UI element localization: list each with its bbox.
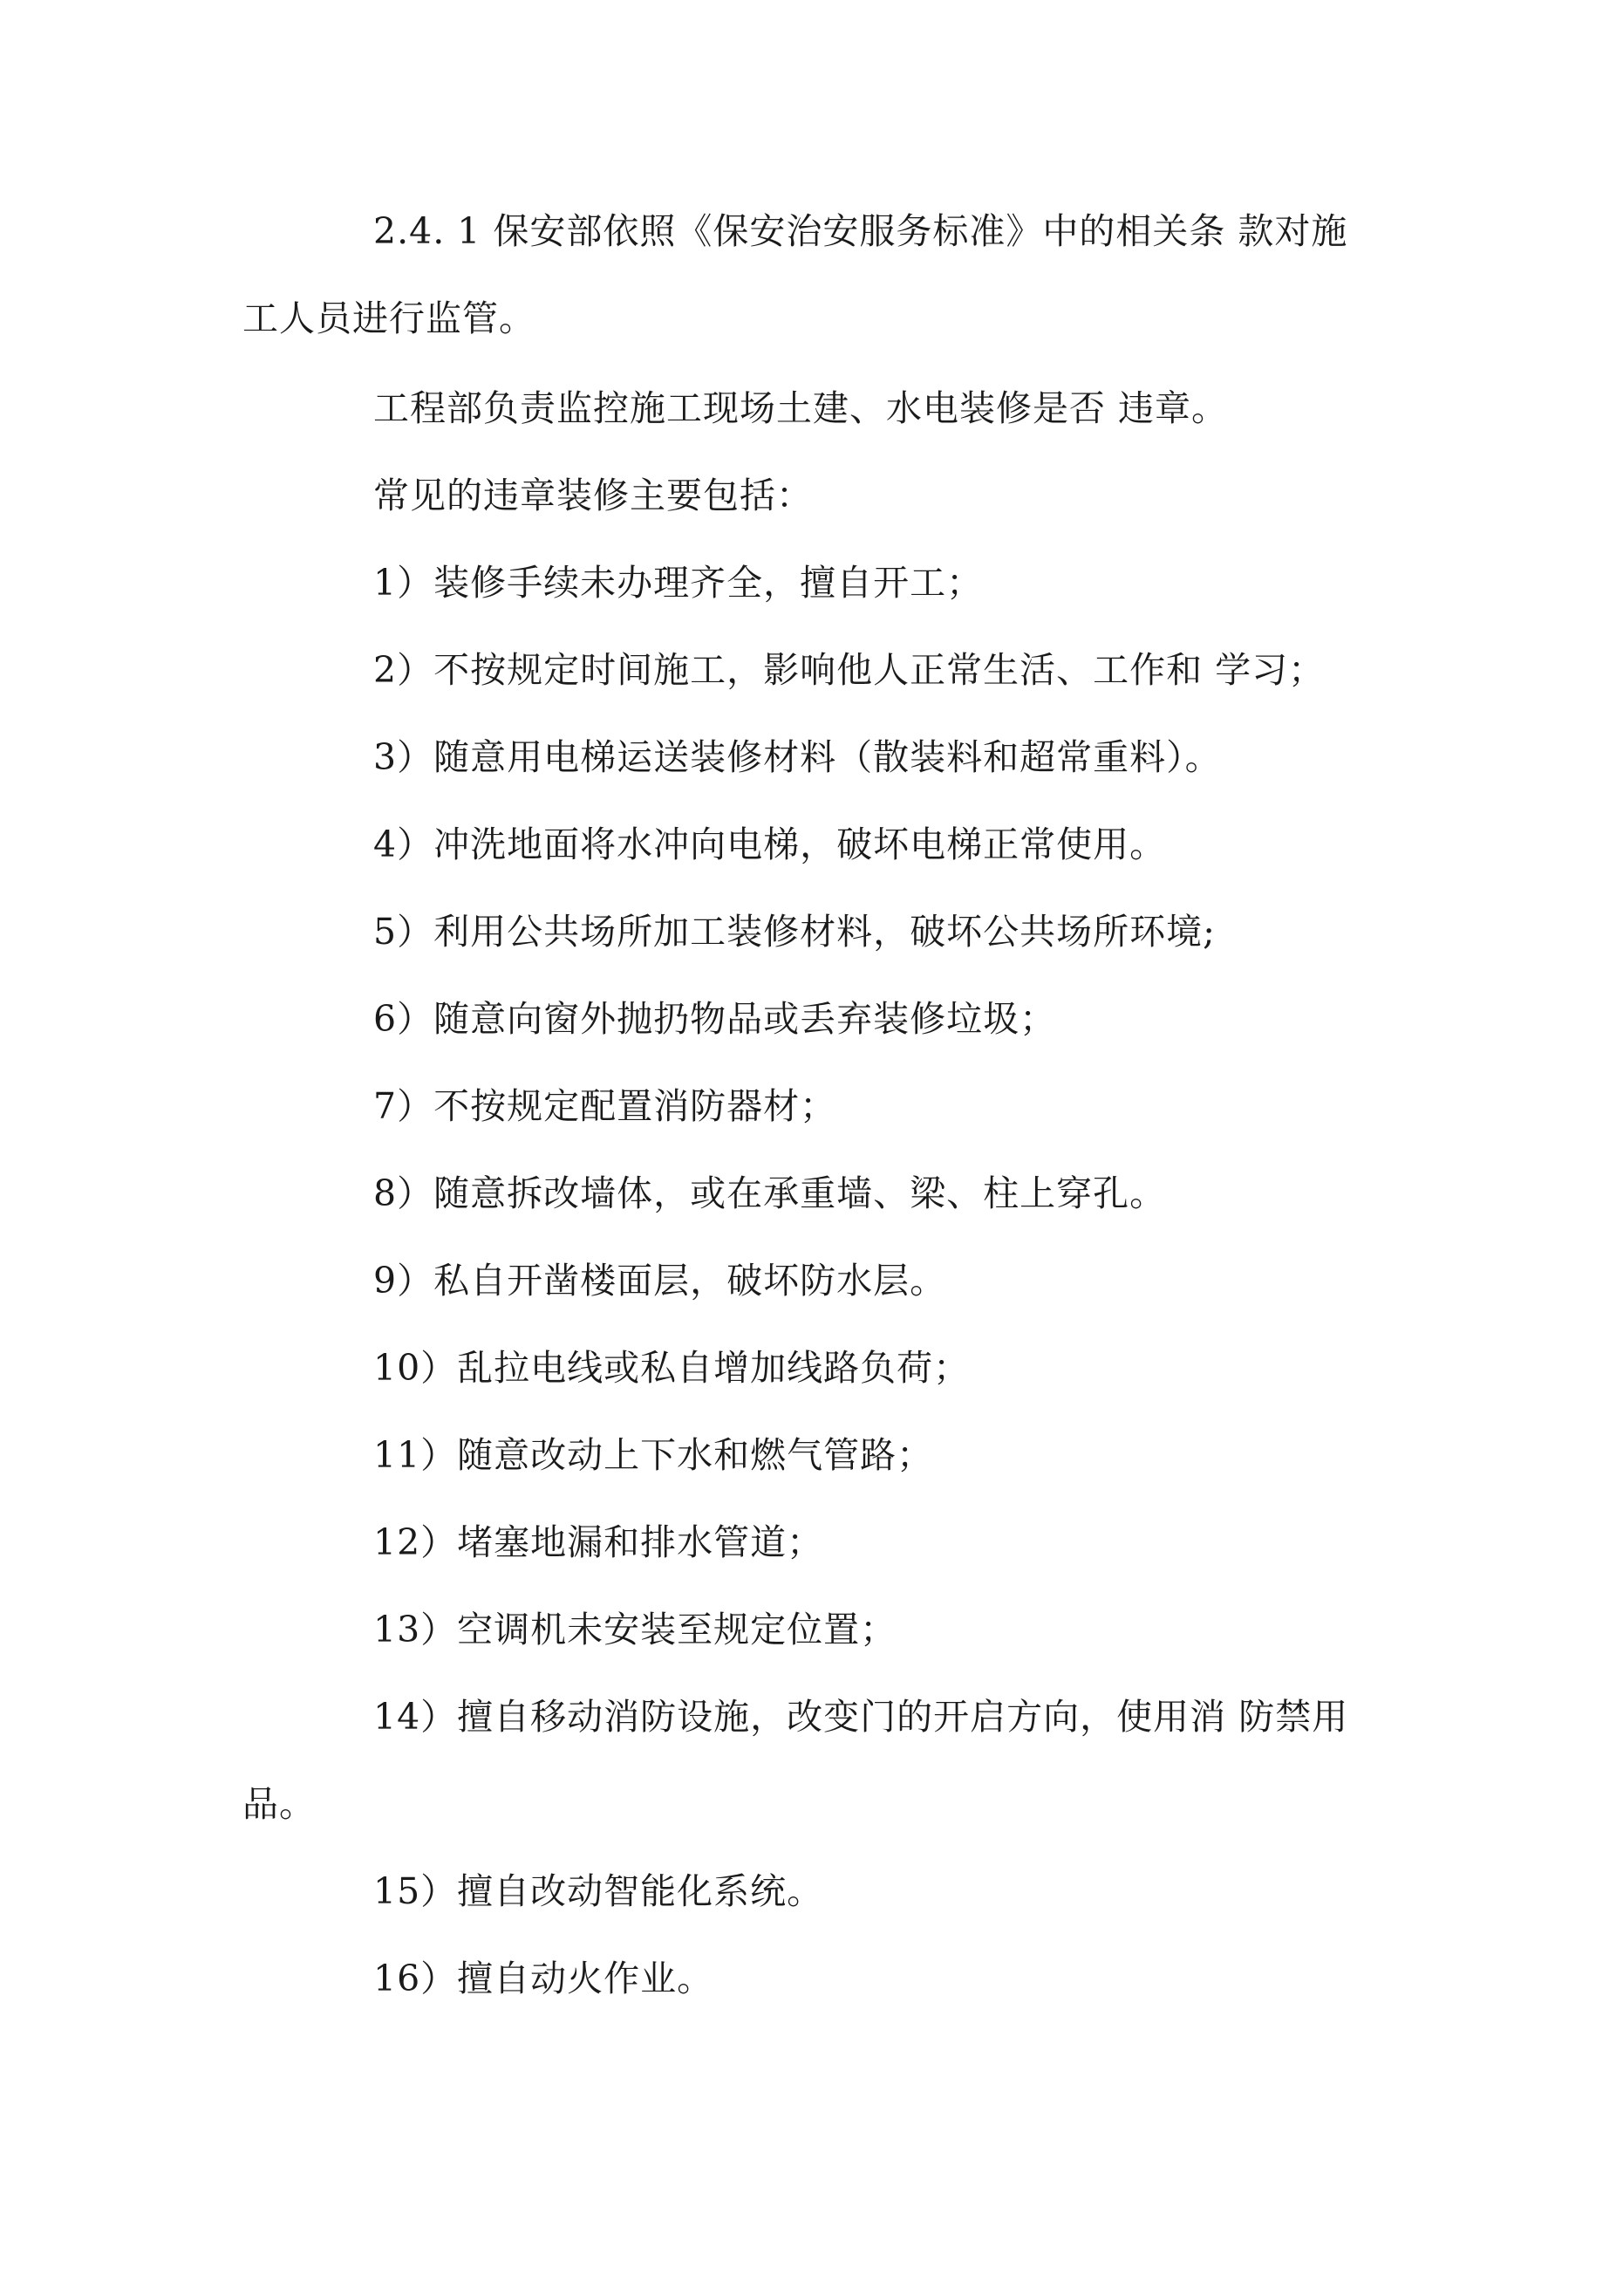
list-item: 15）擅自改动智能化系统。 bbox=[373, 1870, 824, 1912]
list-item: 7）不按规定配置消防器材； bbox=[373, 1085, 837, 1127]
list-item: 10）乱拉电线或私自增加线路负荷； bbox=[373, 1347, 971, 1389]
list-item: 1）装修手续未办理齐全，擅自开工； bbox=[373, 562, 984, 604]
list-item: 11）随意改动上下水和燃气管路； bbox=[373, 1434, 934, 1476]
list-item-14-line-1: 14）擅自移动消防设施，改变门的开启方向，使用消 防禁用 bbox=[373, 1696, 1349, 1738]
list-item: 16）擅自动火作业。 bbox=[373, 1958, 714, 1999]
list-intro: 常见的违章装修主要包括： bbox=[373, 475, 813, 516]
list-item: 4）冲洗地面将水冲向电梯，破坏电梯正常使用。 bbox=[373, 823, 1167, 865]
paragraph-1-line-1: 2.4. 1 保安部依照《保安治安服务标准》中的相关条 款对施 bbox=[373, 210, 1348, 252]
paragraph-2: 工程部负责监控施工现场土建、水电装修是否 违章。 bbox=[373, 387, 1229, 429]
list-item: 13）空调机未安装至规定位置； bbox=[373, 1609, 897, 1650]
list-item: 9）私自开凿楼面层，破坏防水层。 bbox=[373, 1260, 947, 1302]
list-item: 12）堵塞地漏和排水管道； bbox=[373, 1521, 824, 1563]
list-item-14-line-2: 品。 bbox=[242, 1783, 316, 1825]
paragraph-1-line-2: 工人员进行监管。 bbox=[242, 297, 535, 339]
list-item: 2）不按规定时间施工，影响他人正常生活、工作和 学习； bbox=[373, 649, 1326, 691]
list-item: 8）随意拆改墙体，或在承重墙、梁、柱上穿孔。 bbox=[373, 1172, 1167, 1214]
list-item: 5）利用公共场所加工装修材料，破坏公共场所环境; bbox=[373, 911, 1216, 953]
list-item: 6）随意向窗外抛扔物品或丢弃装修垃圾； bbox=[373, 998, 1057, 1040]
list-item: 3）随意用电梯运送装修材料（散装料和超常重料）。 bbox=[373, 736, 1222, 778]
